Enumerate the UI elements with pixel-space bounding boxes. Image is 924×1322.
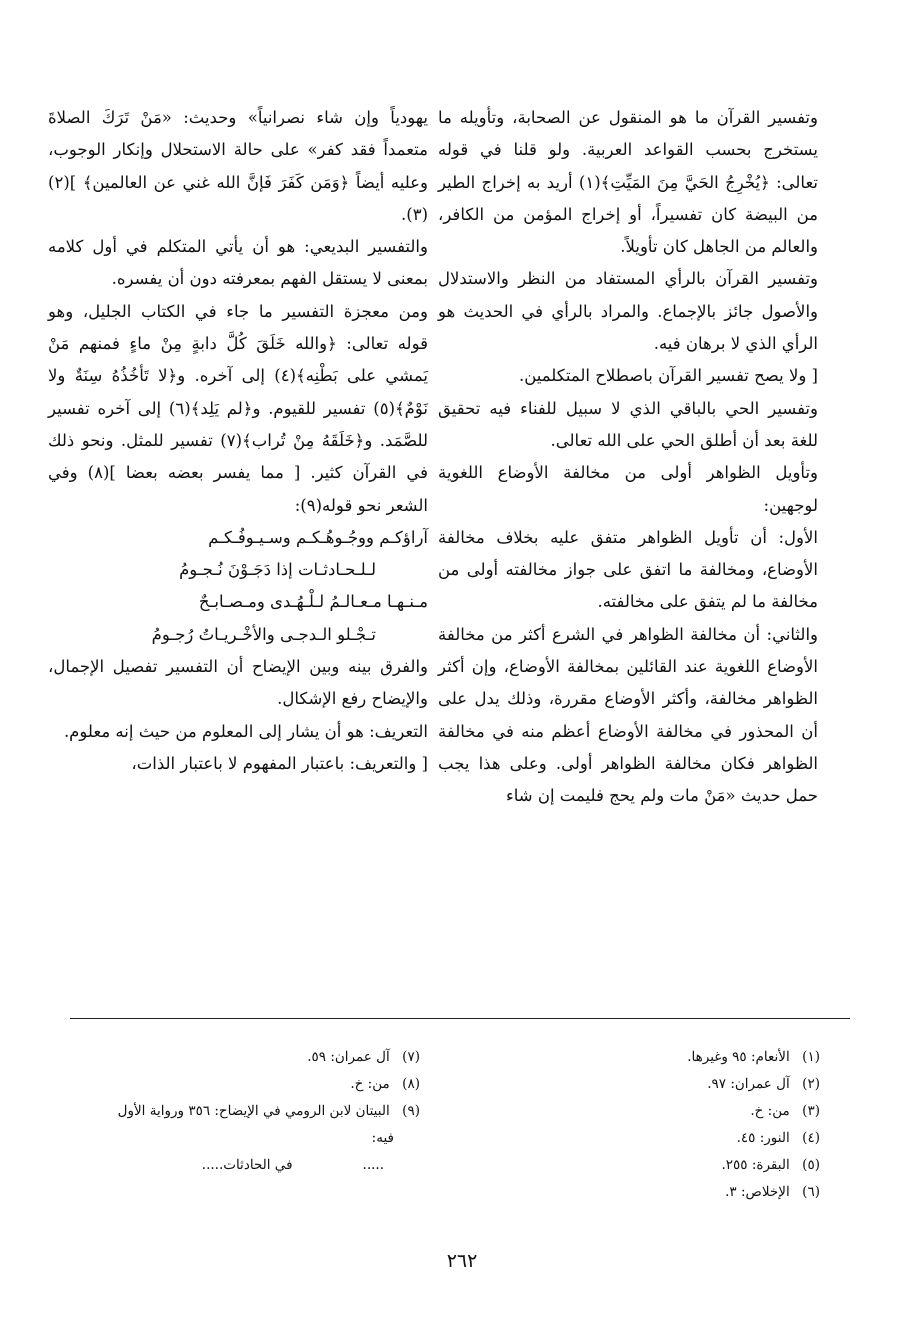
footnote	[40, 1071, 420, 1098]
footnote-text: من: خ.	[750, 1103, 790, 1119]
footnote-text: البقرة: ٢٥٥.	[721, 1157, 790, 1173]
paragraph: وتفسير الحي بالباقي الذي لا سبيل للفناء فيه تحقيق للغة بعد أن أطلق الحي على الله تعالى.	[438, 398, 818, 450]
paragraph: يهودياً وإن شاء نصرانياً» وحديث: «مَنْ تَرَكَ الصلاةَ متعمداً فقد كفر» على حالة الاستحلال وإنكار الوجوب، وعليه أيضاً ﴿وَمَن كَفَرَ فَإنَّ الله غني عن العالمين﴾ ](٢) (٣).	[48, 108, 428, 224]
footnote	[40, 1044, 420, 1071]
footnote-number: (٣)	[802, 1103, 820, 1119]
paragraph: [ ولا يصح تفسير القرآن باصطلاح المتكلمين.	[518, 366, 818, 386]
poem-hemistich: تـجْـلو الـدجـى والأخْـريـاتُ رُجـومُ	[151, 624, 376, 644]
footnote-text: الأنعام: ٩٥ وغيرها.	[687, 1049, 790, 1065]
footnote	[440, 1179, 820, 1206]
footnote-continuation: فيه:	[371, 1130, 394, 1146]
footnote-text: آل عمران: ٩٧.	[707, 1076, 790, 1092]
paragraph: وتفسير القرآن بالرأي المستفاد من النظر والاستدلال والأصول جائز بالإجماع. والمراد بالرأي في الحديث هو الرأي الذي لا برهان فيه.	[438, 269, 818, 354]
footnote-number: (٧)	[402, 1049, 420, 1065]
right-text-column	[438, 102, 818, 813]
footnote-number: (٦)	[802, 1184, 820, 1200]
footnote-divider	[70, 1018, 850, 1019]
paragraph: الأول: أن تأويل الظواهر متفق عليه بخلاف مخالفة الأوضاع، ومخالفة ما اتفق على جواز مخالفته أولى من مخالفة ما لم يتفق على مخالفته.	[438, 527, 818, 612]
poem	[48, 522, 428, 651]
footnote-text: البيتان لابن الرومي في الإيضاح: ٣٥٦ ورواية الأول	[117, 1103, 390, 1119]
footnote	[40, 1098, 420, 1125]
footnote-text: آل عمران: ٥٩.	[307, 1049, 390, 1065]
page-number: ٢٦٢	[446, 1250, 478, 1272]
left-text-column	[48, 102, 428, 780]
paragraph: ومن معجزة التفسير ما جاء في الكتاب الجليل، وهو قوله تعالى: ﴿والله خَلَقَ كُلَّ دابةٍ مِنْ ماءٍ فمنهم مَنْ يَمشي على بَطْنِه﴾(٤) إلى آخره. و﴿لا تَأخُذُهُ سِنَةٌ ولا نَوْمٌ﴾(٥) تفسير للقيوم. و﴿لم يَلِد﴾(٦) إلى آخره تفسير للصَّمَد. و﴿خَلَقَهُ مِنْ تُراب﴾(٧) تفسير للمثل. ونحو ذلك في القرآن كثير. [ مما يفسر بعضه بعضا ](٨) وفي الشعر نحو قوله(٩):	[48, 301, 429, 515]
poem-hemistich: لـلـحـادثـات إذا دَجَـوْنَ نُـجـومُ	[179, 560, 376, 580]
footnote-verse	[40, 1152, 420, 1179]
paragraph: وتفسير القرآن ما هو المنقول عن الصحابة، وتأويله ما يستخرج بحسب القواعد العربية. ولو قلنا في قوله تعالى: ﴿يُخْرِجُ الحَيَّ مِنَ المَيِّتِ﴾(١) أريد به إخراج الطير من البيضة كان تفسيراً، أو إخراج المؤمن من الكافر، والعالم من الجاهل كان تأويلاً.	[438, 108, 818, 257]
poem-hemistich: آراؤكـم ووجُـوهُـكـم وسـيـوفُـكـم	[208, 527, 428, 547]
footnote	[440, 1071, 820, 1098]
paragraph: والفرق بينه وبين الإيضاح أن التفسير تفصيل الإجمال، والإيضاح رفع الإشكال.	[48, 657, 428, 709]
footnote-number: (١)	[802, 1049, 820, 1065]
footnote-number: (٤)	[802, 1130, 820, 1146]
paragraph: والتفسير البديعي: هو أن يأتي المتكلم في أول كلامه بمعنى لا يستقل الفهم بمعرفته دون أن يفسره.	[48, 237, 428, 289]
poem-hemistich: مـنـهـا مـعـالـمُ لـلْـهُـدى ومـصـابـحٌ	[198, 592, 428, 612]
footnote	[440, 1125, 820, 1152]
footnotes-right	[440, 1044, 820, 1206]
footnote-number: (٩)	[402, 1103, 420, 1119]
paragraph: التعريف: هو أن يشار إلى المعلوم من حيث إنه معلوم.	[63, 721, 428, 741]
footnote-text: الإخلاص: ٣.	[725, 1184, 790, 1200]
footnote-text: النور: ٤٥.	[736, 1130, 790, 1146]
paragraph: [ والتعريف: باعتبار المفهوم لا باعتبار الذات،	[131, 753, 428, 773]
footnote-number: (٢)	[802, 1076, 820, 1092]
verse-fragment: في الحادثات.....	[201, 1157, 293, 1173]
paragraph: والثاني: أن مخالفة الظواهر في الشرع أكثر من مخالفة الأوضاع اللغوية عند القائلين بمخالفة الأوضاع، وإن أكثر الظواهر مخالفة، وأكثر الأوضاع مقررة، وذلك يدل على أن المحذور في مخالفة الأوضاع أعظم منه في مخالفة الظواهر فكان مخالفة الظواهر أولى. وعلى هذا يجب حمل حديث «مَنْ مات ولم يحج فليمت إن شاء	[438, 624, 818, 806]
footnote-number: (٥)	[802, 1157, 820, 1173]
footnote	[440, 1098, 820, 1125]
paragraph: وتأويل الظواهر أولى من مخالفة الأوضاع اللغوية لوجهين:	[438, 463, 818, 515]
footnote-number: (٨)	[402, 1076, 420, 1092]
footnote	[440, 1152, 820, 1179]
footnotes-left	[40, 1044, 420, 1179]
footnote-text: من: خ.	[350, 1076, 390, 1092]
footnote	[440, 1044, 820, 1071]
verse-dots: .....	[362, 1157, 384, 1173]
